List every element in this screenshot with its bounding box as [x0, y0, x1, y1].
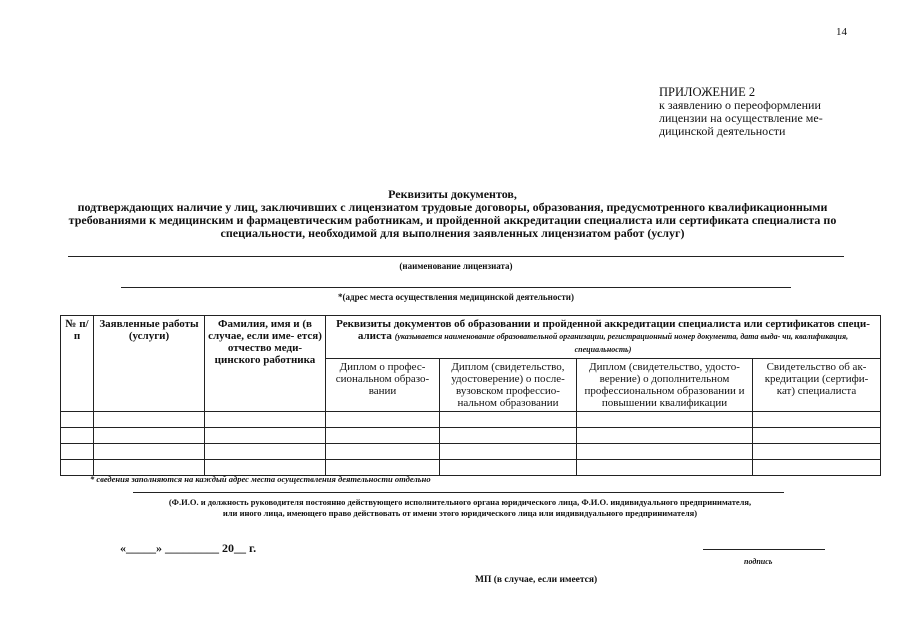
table-cell[interactable]	[205, 444, 326, 460]
signer-caption-line: (Ф.И.О. и должность руководителя постоянно действующего исполнительного органа юридического лица, Ф.И.О. индивидуального предпринимателя,	[168, 497, 752, 507]
table-cell[interactable]	[440, 460, 577, 476]
header-group-note: (указывается наименование образовательной организации, регистрационный номер документа, дата выда- чи, квалификация, специальность)	[394, 332, 849, 354]
table-cell[interactable]	[205, 428, 326, 444]
signature-line[interactable]	[703, 549, 825, 550]
appendix-block	[659, 86, 849, 138]
table-cell[interactable]	[94, 412, 205, 428]
page-number: 14	[836, 26, 847, 38]
address-line[interactable]	[121, 287, 791, 288]
table-cell[interactable]	[577, 412, 753, 428]
heading-line: подтверждающих наличие у лиц, заключивших с лицензиатом трудовые договоры, образования, предусмотренного квалификационными	[77, 200, 828, 214]
stamp-caption: МП (в случае, если имеется)	[475, 575, 598, 585]
table-cell[interactable]	[753, 428, 881, 444]
table-cell[interactable]	[61, 444, 94, 460]
header-works: Заявленные работы (услуги)	[94, 316, 205, 412]
document-heading	[40, 188, 865, 240]
table-cell[interactable]	[440, 444, 577, 460]
signer-line[interactable]	[133, 492, 784, 493]
table-cell[interactable]	[326, 428, 440, 444]
signer-caption-line: или иного лица, имеющего право действовать от имени этого юридического лица или индивидуального предпринимателя)	[222, 508, 698, 518]
documents-table	[60, 315, 881, 476]
table-cell[interactable]	[753, 412, 881, 428]
footnote: * сведения заполняются на каждый адрес места осуществления деятельности отдельно	[90, 474, 431, 484]
header-name: Фамилия, имя и (в случае, если име- ется) отчество меди- цинского работника	[205, 316, 326, 412]
header-num: № п/п	[61, 316, 94, 412]
signer-caption	[100, 497, 820, 519]
header-documents-group	[326, 316, 881, 359]
table-cell[interactable]	[326, 412, 440, 428]
appendix-line: дицинской деятельности	[659, 124, 786, 138]
heading-line: специальности, необходимой для выполнения заявленных лицензиатом работ (услуг)	[220, 226, 685, 240]
table-cell[interactable]	[440, 412, 577, 428]
table-cell[interactable]	[94, 428, 205, 444]
heading-line: требованиями к медицинским и фармацевтическим работникам, и пройденной аккредитации специалиста или сертификата специалиста по	[68, 213, 837, 227]
table-cell[interactable]	[577, 460, 753, 476]
table-cell[interactable]	[577, 444, 753, 460]
table-cell[interactable]	[61, 428, 94, 444]
licensee-line[interactable]	[68, 256, 844, 257]
address-caption: *(адрес места осуществления медицинской деятельности)	[338, 292, 574, 302]
heading-line: Реквизиты документов,	[388, 187, 517, 201]
appendix-line: лицензии на осуществление ме-	[659, 111, 823, 125]
header-additional: Диплом (свидетельство, удосто- верение) о дополнительном профессиональном образовании и повышении квалификации	[577, 359, 753, 412]
table-cell[interactable]	[61, 460, 94, 476]
table-cell[interactable]	[440, 428, 577, 444]
table-cell[interactable]	[577, 428, 753, 444]
header-diploma: Диплом о профес- сиональном образо- вании	[326, 359, 440, 412]
header-group-title: Реквизиты документов об образовании и пройденной аккредитации специалиста или сертификатов специ- алиста	[336, 318, 870, 342]
table-row	[61, 412, 881, 428]
licensee-caption: (наименование лицензиата)	[399, 261, 513, 271]
signature-caption: подпись	[744, 557, 773, 566]
table-row	[61, 428, 881, 444]
table-cell[interactable]	[61, 412, 94, 428]
appendix-title: ПРИЛОЖЕНИЕ 2	[659, 85, 756, 99]
table-row	[61, 444, 881, 460]
header-postgrad: Диплом (свидетельство, удостоверение) о после- вузовском профессио- нальном образовании	[440, 359, 577, 412]
table-cell[interactable]	[753, 460, 881, 476]
date-field[interactable]: «_____» _________ 20__ г.	[120, 541, 257, 555]
header-accreditation: Свидетельство об ак- кредитации (сертифи- кат) специалиста	[753, 359, 881, 412]
appendix-line: к заявлению о переоформлении	[659, 98, 821, 112]
table-cell[interactable]	[94, 444, 205, 460]
table-cell[interactable]	[326, 444, 440, 460]
table-cell[interactable]	[205, 412, 326, 428]
table-cell[interactable]	[753, 444, 881, 460]
